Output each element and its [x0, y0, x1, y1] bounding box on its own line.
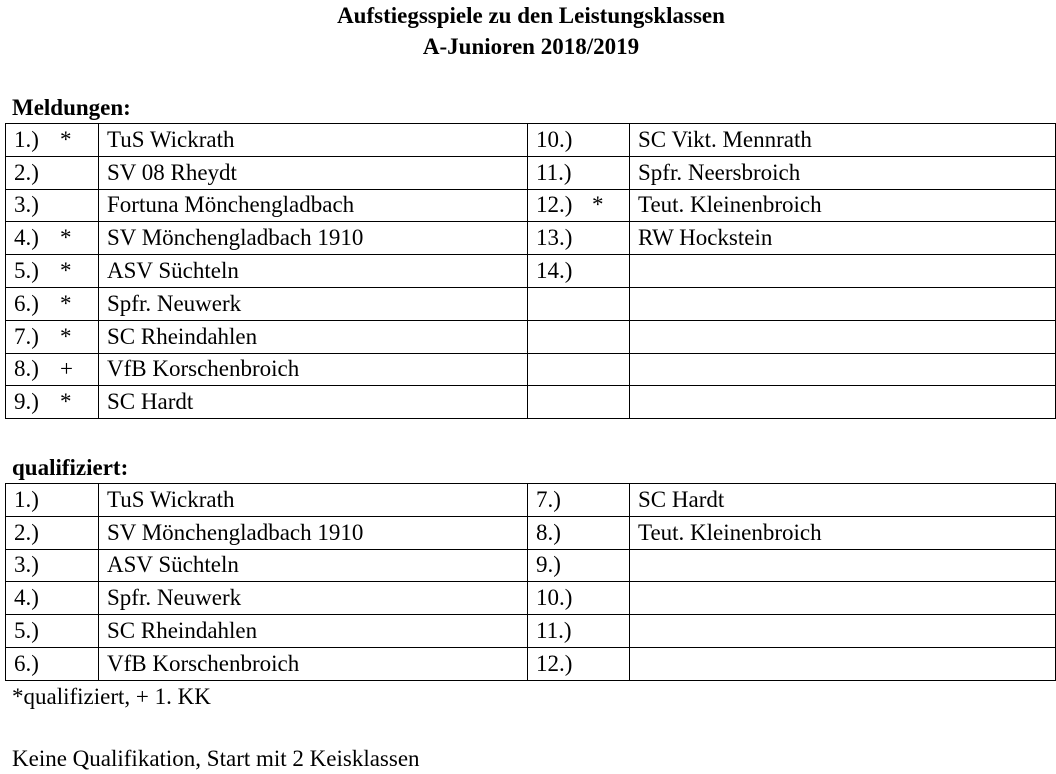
- right-team-name: [630, 386, 1056, 419]
- left-team-name: TuS Wickrath: [99, 124, 528, 157]
- right-team-name: [630, 549, 1056, 582]
- meldungen-heading: Meldungen:: [12, 95, 131, 120]
- right-team-name: [630, 647, 1056, 680]
- left-number-cell: [6, 549, 99, 582]
- left-number-cell: [6, 156, 99, 189]
- table-row: [6, 222, 1056, 255]
- left-number-cell: [6, 287, 99, 320]
- right-team-name: [630, 287, 1056, 320]
- table-row: [6, 582, 1056, 615]
- right-team-name: [630, 582, 1056, 615]
- right-team-name: RW Hockstein: [630, 222, 1056, 255]
- right-number-cell: [528, 582, 630, 615]
- left-team-name: SV 08 Rheydt: [99, 156, 528, 189]
- table-row: [6, 516, 1056, 549]
- right-number: 11.): [536, 159, 572, 185]
- right-team-name: Spfr. Neersbroich: [630, 156, 1056, 189]
- left-status-mark: *: [60, 290, 72, 316]
- left-team-name: Spfr. Neuwerk: [99, 582, 528, 615]
- right-number: 12.): [536, 192, 573, 218]
- left-number: 4.): [14, 585, 39, 611]
- left-status-mark: +: [60, 356, 73, 382]
- right-number-cell: [528, 156, 630, 189]
- left-number: 2.): [14, 159, 39, 185]
- left-number: 5.): [14, 618, 39, 644]
- left-number: 4.): [14, 225, 39, 251]
- footnote-legend: *qualifiziert, + 1. KK: [12, 684, 211, 709]
- table-row: [6, 549, 1056, 582]
- table-row: [6, 386, 1056, 419]
- left-number: 1.): [14, 486, 39, 512]
- footnote-note: Keine Qualifikation, Start mit 2 Keisklassen: [12, 746, 420, 771]
- left-status-mark: *: [60, 389, 72, 415]
- left-number-cell: [6, 320, 99, 353]
- table-row: [6, 189, 1056, 222]
- meldungen-table: [5, 123, 1056, 419]
- right-number-cell: [528, 484, 630, 517]
- right-number: 13.): [536, 225, 573, 251]
- qualifiziert-table: [5, 483, 1056, 681]
- right-number-cell: [528, 516, 630, 549]
- table-row: [6, 287, 1056, 320]
- right-number-cell: [528, 353, 630, 386]
- left-status-mark: *: [60, 225, 72, 251]
- left-team-name: SC Rheindahlen: [99, 320, 528, 353]
- table-row: [6, 124, 1056, 157]
- left-number-cell: [6, 484, 99, 517]
- right-number: 14.): [536, 258, 573, 284]
- right-team-name: [630, 320, 1056, 353]
- left-team-name: Spfr. Neuwerk: [99, 287, 528, 320]
- table-row: [6, 484, 1056, 517]
- left-team-name: SC Rheindahlen: [99, 615, 528, 648]
- left-number-cell: [6, 189, 99, 222]
- document-title: Aufstiegsspiele zu den Leistungsklassen: [337, 3, 725, 28]
- right-number-cell: [528, 124, 630, 157]
- right-team-name: Teut. Kleinenbroich: [630, 189, 1056, 222]
- right-number-cell: [528, 287, 630, 320]
- right-team-name: [630, 255, 1056, 288]
- table-row: [6, 156, 1056, 189]
- right-number-cell: [528, 189, 630, 222]
- right-number: 9.): [536, 552, 561, 578]
- right-number-cell: [528, 386, 630, 419]
- right-number-cell: [528, 549, 630, 582]
- left-status-mark: *: [60, 258, 72, 284]
- left-number-cell: [6, 386, 99, 419]
- left-number-cell: [6, 647, 99, 680]
- left-number-cell: [6, 255, 99, 288]
- left-team-name: Fortuna Mönchengladbach: [99, 189, 528, 222]
- table-row: [6, 647, 1056, 680]
- table-row: [6, 320, 1056, 353]
- table-row: [6, 615, 1056, 648]
- right-number: 11.): [536, 618, 572, 644]
- left-number: 6.): [14, 650, 39, 676]
- table-row: [6, 353, 1056, 386]
- right-number-cell: [528, 255, 630, 288]
- left-team-name: VfB Korschenbroich: [99, 647, 528, 680]
- document-subtitle: A-Junioren 2018/2019: [422, 34, 640, 59]
- right-number: 8.): [536, 519, 561, 545]
- left-number-cell: [6, 516, 99, 549]
- right-number: 10.): [536, 585, 573, 611]
- left-team-name: SC Hardt: [99, 386, 528, 419]
- right-number-cell: [528, 615, 630, 648]
- left-number: 6.): [14, 290, 39, 316]
- left-status-mark: *: [60, 126, 72, 152]
- right-number: 7.): [536, 486, 561, 512]
- left-number: 5.): [14, 258, 39, 284]
- left-number: 7.): [14, 323, 39, 349]
- left-status-mark: *: [60, 323, 72, 349]
- right-team-name: [630, 615, 1056, 648]
- left-team-name: ASV Süchteln: [99, 549, 528, 582]
- left-number-cell: [6, 124, 99, 157]
- right-team-name: [630, 353, 1056, 386]
- left-number: 8.): [14, 356, 39, 382]
- right-team-name: SC Vikt. Mennrath: [630, 124, 1056, 157]
- right-team-name: Teut. Kleinenbroich: [630, 516, 1056, 549]
- left-team-name: VfB Korschenbroich: [99, 353, 528, 386]
- left-number: 3.): [14, 552, 39, 578]
- right-number-cell: [528, 320, 630, 353]
- left-number-cell: [6, 222, 99, 255]
- left-team-name: SV Mönchengladbach 1910: [99, 222, 528, 255]
- left-number: 2.): [14, 519, 39, 545]
- right-team-name: SC Hardt: [630, 484, 1056, 517]
- right-number-cell: [528, 222, 630, 255]
- left-team-name: TuS Wickrath: [99, 484, 528, 517]
- table-row: [6, 255, 1056, 288]
- qualifiziert-heading: qualifiziert:: [12, 455, 129, 480]
- left-number-cell: [6, 615, 99, 648]
- right-number: 10.): [536, 126, 573, 152]
- left-number: 3.): [14, 192, 39, 218]
- left-number: 1.): [14, 126, 39, 152]
- left-team-name: SV Mönchengladbach 1910: [99, 516, 528, 549]
- right-number-cell: [528, 647, 630, 680]
- right-status-mark: *: [592, 192, 604, 218]
- left-team-name: ASV Süchteln: [99, 255, 528, 288]
- left-number-cell: [6, 353, 99, 386]
- right-number: 12.): [536, 650, 573, 676]
- left-number: 9.): [14, 389, 39, 415]
- left-number-cell: [6, 582, 99, 615]
